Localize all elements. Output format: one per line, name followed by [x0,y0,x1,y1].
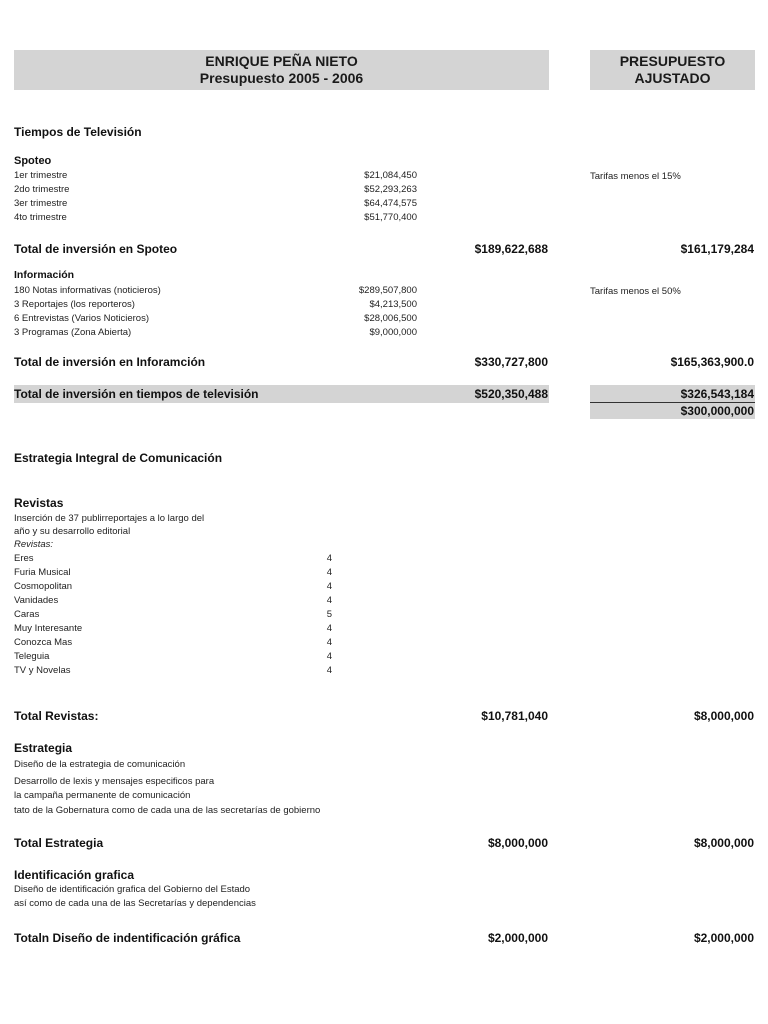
revistas-title: Revistas [14,496,64,510]
estrategia-line-2: Desarrollo de lexis y mensajes especificos para [14,776,215,787]
revista-row-value: 4 [326,665,332,676]
spoteo-row-label: 3er trimestre [14,198,68,209]
estrategia-total-label: Total Estrategia [14,836,104,850]
revista-row-value: 4 [326,651,332,662]
header-period: Presupuesto 2005 - 2006 [199,70,364,86]
revistas-desc-2: año y su desarrollo editorial [14,526,131,537]
revista-row-label: Furia Musical [14,567,71,578]
info-row-label: 180 Notas informativas (noticieros) [14,285,161,296]
identificacion-title: Identificación grafica [14,868,135,882]
identificacion-line-1: Diseño de identificación grafica del Gobierno del Estado [14,884,251,895]
revistas-total-label: Total Revistas: [14,709,99,723]
revistas-list-title: Revistas: [14,539,54,550]
estrategia-line-3: la campaña permanente de comunicación [14,790,191,801]
identificacion-total: $2,000,000 [487,931,548,945]
adjusted-budget-header [590,50,755,90]
estrategia-adjusted: $8,000,000 [693,836,754,850]
spoteo-row-value: $51,770,400 [364,212,417,223]
header-name: ENRIQUE PEÑA NIETO [205,53,358,69]
revista-row-label: Vanidades [14,595,59,606]
info-row-value: $9,000,000 [369,327,417,338]
spoteo-total: $189,622,688 [474,242,548,256]
revista-row-label: Muy Interesante [14,623,83,634]
estrategia-line-4: tato de la Gobernatura como de cada una de las secretarías de gobierno [14,805,321,816]
revista-row-label: Teleguia [14,651,50,662]
tv-grand-total: $520,350,488 [474,387,548,401]
spoteo-note: Tarifas menos el 15% [590,171,681,182]
adjusted-header-line1: PRESUPUESTO [619,53,726,69]
revista-row-label: Cosmopolitan [14,581,73,592]
tv-section-title: Tiempos de Televisión [14,125,142,139]
info-title: Información [14,269,75,281]
identificacion-line-2: así como de cada una de las Secretarías y dependencias [14,898,256,909]
estrategia-title: Estrategia [14,741,73,755]
info-note: Tarifas menos el 50% [590,286,681,297]
info-row-label: 6 Entrevistas (Varios Noticieros) [14,313,149,324]
budget-header [14,50,549,90]
identificacion-adjusted: $2,000,000 [693,931,754,945]
revista-row-value: 4 [326,553,332,564]
info-total-label: Total de inversión en Inforamción [14,355,206,369]
revista-row-value: 4 [326,623,332,634]
estrategia-integral-title: Estrategia Integral de Comunicación [14,451,223,465]
tv-grand-total-label: Total de inversión en tiempos de televisión [14,387,259,401]
spoteo-row-value: $21,084,450 [364,170,417,181]
revista-row-value: 4 [326,637,332,648]
info-total: $330,727,800 [474,355,548,369]
revistas-desc-1: Inserción de 37 publirreportajes a lo largo del [14,513,205,524]
spoteo-total-label: Total de inversión en Spoteo [14,242,178,256]
revista-row-label: Conozca Mas [14,637,73,648]
info-row-value: $289,507,800 [358,285,417,296]
spoteo-row-label: 4to trimestre [14,212,67,223]
spoteo-row-label: 1er trimestre [14,170,68,181]
estrategia-total: $8,000,000 [487,836,548,850]
revista-row-value: 4 [326,595,332,606]
revista-row-label: TV y Novelas [14,665,71,676]
spoteo-adjusted: $161,179,284 [680,242,754,256]
tv-grand-adjusted-rounded: $300,000,000 [680,404,754,418]
revistas-total: $10,781,040 [481,709,548,723]
revista-row-value: 4 [326,567,332,578]
revista-row-value: 4 [326,581,332,592]
revista-row-value: 5 [326,609,332,620]
info-row-label: 3 Reportajes (los reporteros) [14,299,135,310]
spoteo-row-value: $52,293,263 [364,184,417,195]
revista-row-label: Eres [14,553,34,564]
adjusted-header-line2: AJUSTADO [634,70,711,86]
spoteo-row-value: $64,474,575 [364,198,417,209]
spoteo-row-label: 2do trimestre [14,184,70,195]
info-row-value: $28,006,500 [364,313,417,324]
revistas-adjusted: $8,000,000 [693,709,754,723]
tv-grand-adjusted-underline [590,402,755,403]
info-row-value: $4,213,500 [369,299,417,310]
identificacion-total-label: Totaln Diseño de indentificación gráfica [14,931,241,945]
info-row-label: 3 Programas (Zona Abierta) [14,327,132,338]
info-adjusted: $165,363,900.0 [670,355,754,369]
tv-grand-adjusted: $326,543,184 [680,387,754,401]
estrategia-line-1: Diseño de la estrategia de comunicación [14,759,186,770]
spoteo-title: Spoteo [14,155,52,167]
revista-row-label: Caras [14,609,40,620]
